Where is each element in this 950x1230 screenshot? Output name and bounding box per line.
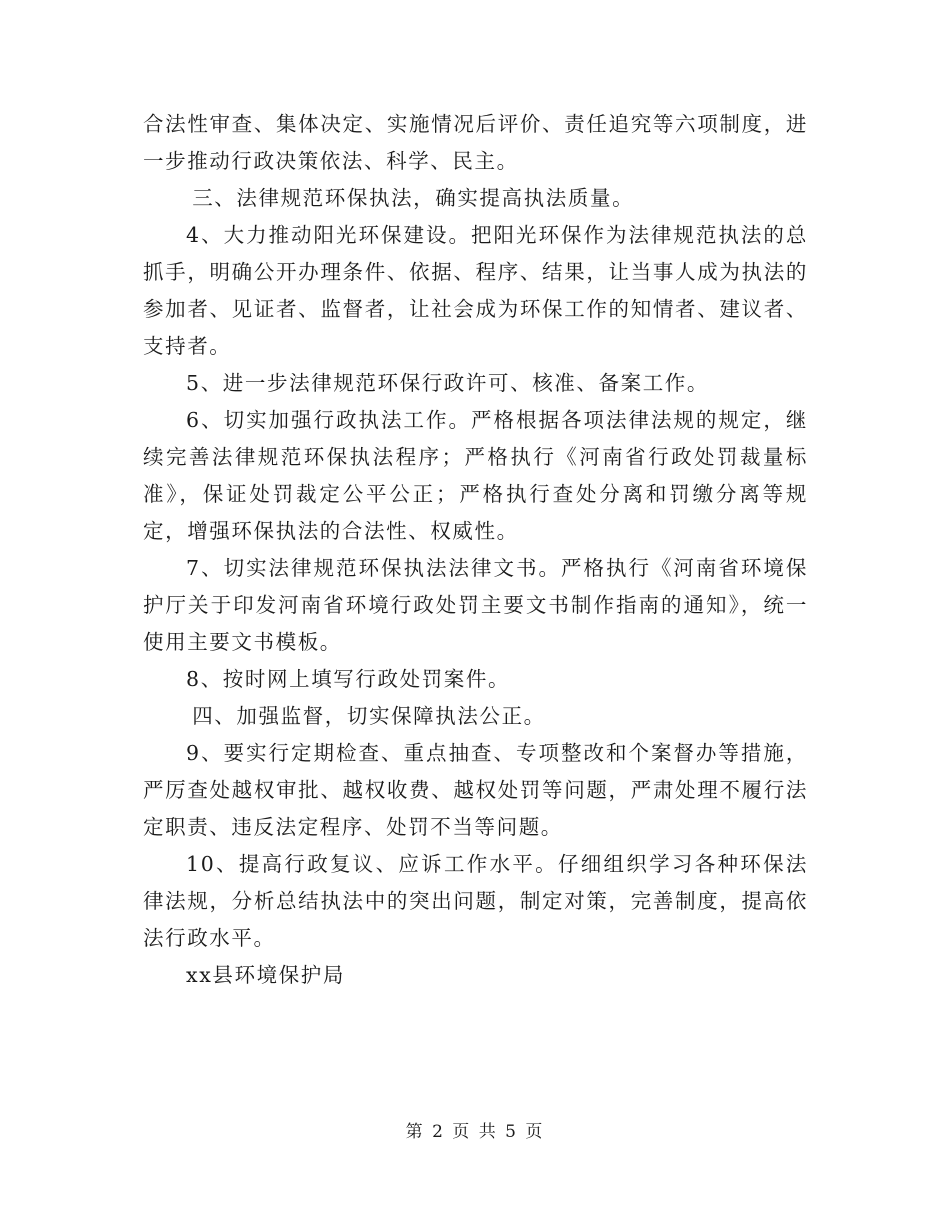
paragraph-item-7: 7、切实法律规范环保执法法律文书。严格执行《河南省环境保护厅关于印发河南省环境行政处罚主要文书制作指南的通知》，统一使用主要文书模板。 — [143, 556, 808, 654]
paragraph-item-10: 10、提高行政复议、应诉工作水平。仔细组织学习各种环保法律法规，分析总结执法中的突出问题，制定对策，完善制度，提高依法行政水平。 — [143, 852, 808, 950]
paragraph-item-5: 5、进一步法律规范环保行政许可、核准、备案工作。 — [186, 371, 709, 395]
paragraph-item-9: 9、要实行定期检查、重点抽查、专项整改和个案督办等措施，严厉查处越权审批、越权收费、越权处罚等问题，严肃处理不履行法定职责、违反法定程序、处罚不当等问题。 — [143, 741, 808, 839]
section-heading-3: 三、法律规范环保执法，确实提高执法质量。 — [192, 186, 635, 210]
paragraph-item-8: 8、按时网上填写行政处罚案件。 — [186, 667, 511, 691]
signature: xx县环境保护局 — [186, 963, 345, 987]
page-number-footer: 第 2 页 共 5 页 — [405, 1122, 545, 1142]
paragraph-continuation: 合法性审查、集体决定、实施情况后评价、责任追究等六项制度，进一步推动行政决策依法、科学、民主。 — [143, 112, 808, 173]
paragraph-item-6: 6、切实加强行政执法工作。严格根据各项法律法规的规定，继续完善法律规范环保执法程序；严格执行《河南省行政处罚裁量标准》，保证处罚裁定公平公正；严格执行查处分离和罚缴分离等规定，增强环保执法的合法性、权威性。 — [143, 408, 808, 543]
paragraph-item-4: 4、大力推动阳光环保建设。把阳光环保作为法律规范执法的总抓手，明确公开办理条件、依据、程序、结果，让当事人成为执法的参加者、见证者、监督者，让社会成为环保工作的知情者、建议者、支持者。 — [143, 223, 808, 358]
document-body — [143, 106, 808, 994]
section-heading-4: 四、加强监督，切实保障执法公正。 — [192, 704, 546, 728]
